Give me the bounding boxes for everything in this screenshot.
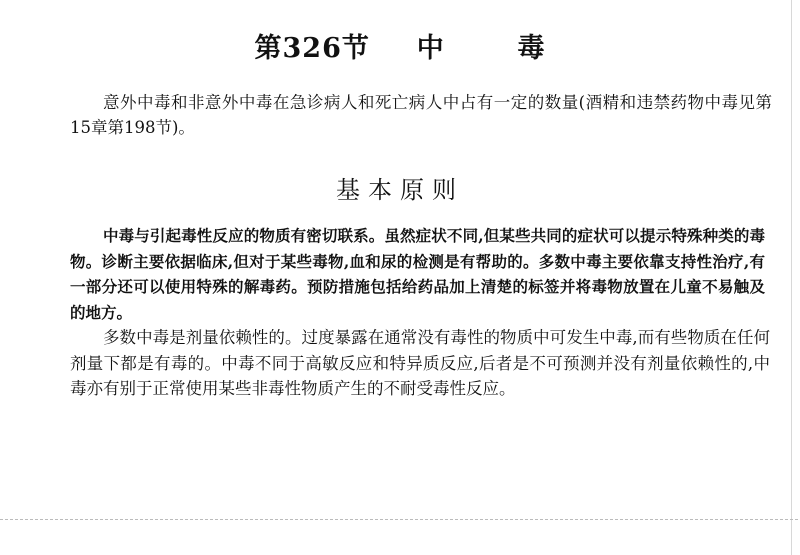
right-margin-line bbox=[791, 0, 792, 555]
bottom-dashed-rule bbox=[0, 519, 800, 520]
section-number: 第326节 bbox=[254, 33, 370, 64]
section-title-char-2: 毒 bbox=[517, 33, 546, 64]
section-title-char-1: 中 bbox=[416, 33, 445, 64]
principles-heading: 基本原则 bbox=[336, 176, 464, 204]
principles-paragraph-2: 多数中毒是剂量依赖性的。过度暴露在通常没有毒性的物质中可发生中毒,而有些物质在任何剂量下都是有毒的。中毒不同于高敏反应和特异质反应,后者是不可预测并没有剂量依赖性的,中毒亦有别于正常使用某些非毒性物质产生的不耐受毒性反应。 bbox=[70, 328, 770, 398]
principles-paragraph-1: 中毒与引起毒性反应的物质有密切联系。虽然症状不同,但某些共同的症状可以提示特殊种类的毒物。诊断主要依据临床,但对于某些毒物,血和尿的检测是有帮助的。多数中毒主要依靠支持性治疗,有一部分还可以使用特殊的解毒药。预防措施包括给药品加上清楚的标签并将毒物放置在儿童不易触及的地方。 bbox=[70, 226, 765, 322]
section-title bbox=[0, 26, 800, 65]
intro-paragraph: 意外中毒和非意外中毒在急诊病人和死亡病人中占有一定的数量(酒精和违禁药物中毒见第15章第198节)。 bbox=[70, 93, 772, 137]
